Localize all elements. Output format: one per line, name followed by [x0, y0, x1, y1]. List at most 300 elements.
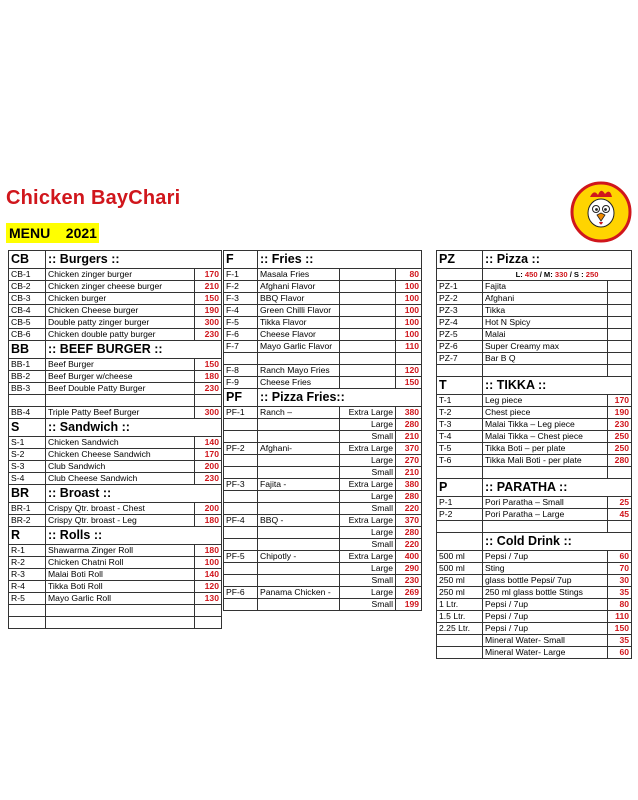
item-code: F-4: [224, 305, 258, 317]
section-code: BR: [9, 485, 46, 503]
item-size: Large: [340, 419, 396, 431]
menu-item-row: [9, 503, 222, 515]
empty-cell: [608, 365, 632, 377]
item-size: [340, 329, 396, 341]
item-code: [224, 539, 258, 551]
item-price: [608, 293, 632, 305]
item-name: Tikka Boti – per plate: [483, 443, 608, 455]
item-price: [608, 353, 632, 365]
item-name: Chicken Cheese Sandwich: [46, 449, 195, 461]
menu-item-row: [9, 383, 222, 395]
menu-item-row: [9, 269, 222, 281]
menu-item-row: [437, 551, 632, 563]
menu-item-row: [224, 269, 422, 281]
item-code: [224, 503, 258, 515]
item-code: F-8: [224, 365, 258, 377]
item-code: F-5: [224, 317, 258, 329]
menu-item-row: [9, 437, 222, 449]
item-price: 230: [195, 473, 222, 485]
section-header-row: [9, 485, 222, 503]
section-title: :: Fries ::: [258, 251, 422, 269]
item-size: Small: [340, 539, 396, 551]
item-code: BB-3: [9, 383, 46, 395]
item-code: CB-5: [9, 317, 46, 329]
item-price: 150: [195, 359, 222, 371]
menu-label: [6, 223, 99, 243]
pizza-size-s-val: 250: [585, 270, 599, 279]
item-price: 280: [396, 527, 422, 539]
item-name: Mineral Water- Small: [483, 635, 608, 647]
menu-item-row: [9, 395, 222, 407]
item-price: [195, 617, 222, 629]
item-price: 380: [396, 479, 422, 491]
menu-item-row: [224, 419, 422, 431]
section-code: P: [437, 479, 483, 497]
item-price: 230: [608, 419, 632, 431]
item-price: 200: [195, 503, 222, 515]
menu-item-row: [9, 617, 222, 629]
item-code: S-1: [9, 437, 46, 449]
item-price: 100: [396, 281, 422, 293]
item-size: Small: [340, 467, 396, 479]
item-price: 250: [608, 443, 632, 455]
item-code: 250 ml: [437, 587, 483, 599]
menu-item-row: [437, 317, 632, 329]
empty-cell: [608, 467, 632, 479]
item-name: [258, 491, 340, 503]
item-name: Shawarma Zinger Roll: [46, 545, 195, 557]
item-price: 210: [396, 431, 422, 443]
item-code: T-6: [437, 455, 483, 467]
menu-item-row: [437, 419, 632, 431]
item-name: Bar B Q: [483, 353, 608, 365]
menu-item-row: [9, 593, 222, 605]
section-title: :: BEEF BURGER ::: [46, 341, 222, 359]
item-name: Tikka Mali Boti - per plate: [483, 455, 608, 467]
blank-row: [437, 365, 632, 377]
item-code: PZ-3: [437, 305, 483, 317]
item-price: 150: [195, 293, 222, 305]
item-price: 400: [396, 551, 422, 563]
menu-item-row: [437, 281, 632, 293]
menu-item-row: [224, 599, 422, 611]
item-price: 280: [608, 455, 632, 467]
section-code: PF: [224, 389, 258, 407]
empty-cell: [258, 353, 340, 365]
item-price: 300: [195, 317, 222, 329]
item-code: R-3: [9, 569, 46, 581]
item-code: [224, 419, 258, 431]
item-code: [224, 563, 258, 575]
item-size: Large: [340, 455, 396, 467]
menu-item-row: [224, 305, 422, 317]
menu-item-row: [437, 635, 632, 647]
item-size: Small: [340, 503, 396, 515]
item-price: 45: [608, 509, 632, 521]
item-price: 80: [608, 599, 632, 611]
item-size: Extra Large: [340, 551, 396, 563]
item-name: [46, 395, 195, 407]
pizza-size-l-val: 450: [524, 270, 538, 279]
section-title: :: Sandwich ::: [46, 419, 222, 437]
item-name: glass bottle Pepsi/ 7up: [483, 575, 608, 587]
item-code: PZ-2: [437, 293, 483, 305]
item-name: Fajita -: [258, 479, 340, 491]
menu-item-row: [9, 449, 222, 461]
menu-item-row: [9, 305, 222, 317]
item-name: Chicken burger: [46, 293, 195, 305]
item-code: R-4: [9, 581, 46, 593]
menu-item-row: [9, 515, 222, 527]
item-price: 210: [396, 467, 422, 479]
item-size: [340, 365, 396, 377]
item-price: [608, 317, 632, 329]
item-size: [340, 341, 396, 353]
section-header-row: [9, 419, 222, 437]
item-price: [608, 305, 632, 317]
item-name: BBQ -: [258, 515, 340, 527]
section-code: CB: [9, 251, 46, 269]
blank-row: [224, 353, 422, 365]
item-price: 170: [195, 269, 222, 281]
item-size: Large: [340, 491, 396, 503]
section-title: :: Rolls ::: [46, 527, 222, 545]
item-name: Malai Tikka – Chest piece: [483, 431, 608, 443]
item-size: Extra Large: [340, 479, 396, 491]
item-code: [224, 455, 258, 467]
menu-item-row: [224, 551, 422, 563]
item-price: 35: [608, 587, 632, 599]
item-code: T-1: [437, 395, 483, 407]
item-size: Large: [340, 563, 396, 575]
menu-item-row: [437, 329, 632, 341]
section-header-row: [437, 479, 632, 497]
item-code: PZ-1: [437, 281, 483, 293]
menu-item-row: [224, 341, 422, 353]
item-price: 170: [608, 395, 632, 407]
menu-item-row: [224, 479, 422, 491]
menu-item-row: [437, 509, 632, 521]
section-code: R: [9, 527, 46, 545]
item-name: [258, 419, 340, 431]
menu-item-row: [224, 293, 422, 305]
item-size: Extra Large: [340, 515, 396, 527]
item-name: Afghani-: [258, 443, 340, 455]
burgers-table: [8, 250, 222, 629]
item-price: 120: [396, 365, 422, 377]
item-code: [224, 599, 258, 611]
item-code: [224, 431, 258, 443]
item-price: 190: [608, 407, 632, 419]
item-price: 100: [396, 329, 422, 341]
section-title: :: Burgers ::: [46, 251, 222, 269]
item-price: [608, 329, 632, 341]
menu-item-row: [9, 407, 222, 419]
section-code: BB: [9, 341, 46, 359]
item-size: Extra Large: [340, 407, 396, 419]
item-name: [46, 605, 195, 617]
section-header-row: [9, 251, 222, 269]
menu-item-row: [9, 371, 222, 383]
item-price: 230: [396, 575, 422, 587]
pizza-size-prices-row: [437, 269, 632, 281]
item-name: Chicken double patty burger: [46, 329, 195, 341]
item-code: F-1: [224, 269, 258, 281]
item-code: PZ-7: [437, 353, 483, 365]
item-price: 30: [608, 575, 632, 587]
section-header-row: [437, 377, 632, 395]
item-price: 110: [608, 611, 632, 623]
pizza-size-s-label: / S :: [569, 270, 584, 279]
item-price: 60: [608, 647, 632, 659]
pizza-drinks-table-body: [437, 251, 632, 659]
section-header-row: [437, 251, 632, 269]
item-price: 280: [396, 491, 422, 503]
menu-item-row: [224, 515, 422, 527]
item-name: [258, 467, 340, 479]
menu-item-row: [437, 587, 632, 599]
item-size: [340, 377, 396, 389]
item-code: 1 Ltr.: [437, 599, 483, 611]
item-price: 120: [195, 581, 222, 593]
empty-cell: [396, 353, 422, 365]
section-title: :: PARATHA ::: [483, 479, 632, 497]
item-name: Hot N Spicy: [483, 317, 608, 329]
item-price: [608, 341, 632, 353]
item-code: CB-4: [9, 305, 46, 317]
item-price: 80: [396, 269, 422, 281]
item-code: CB-2: [9, 281, 46, 293]
item-name: [258, 563, 340, 575]
item-name: Club Cheese Sandwich: [46, 473, 195, 485]
item-code: T-3: [437, 419, 483, 431]
item-name: Sting: [483, 563, 608, 575]
empty-cell: [608, 521, 632, 533]
item-code: [9, 395, 46, 407]
menu-item-row: [437, 353, 632, 365]
item-name: Tikka: [483, 305, 608, 317]
menu-item-row: [9, 281, 222, 293]
menu-item-row: [437, 455, 632, 467]
item-code: PF-5: [224, 551, 258, 563]
blank-row: [437, 521, 632, 533]
item-code: PF-3: [224, 479, 258, 491]
item-code: R-1: [9, 545, 46, 557]
menu-item-row: [437, 623, 632, 635]
item-code: PZ-5: [437, 329, 483, 341]
item-code: [437, 635, 483, 647]
item-price: 180: [195, 515, 222, 527]
item-name: Cheese Fries: [258, 377, 340, 389]
section-header-row: [224, 389, 422, 407]
menu-item-row: [224, 431, 422, 443]
item-price: 150: [608, 623, 632, 635]
item-name: Tikka Flavor: [258, 317, 340, 329]
item-name: Super Creamy max: [483, 341, 608, 353]
menu-item-row: [224, 365, 422, 377]
menu-item-row: [224, 467, 422, 479]
section-code: T: [437, 377, 483, 395]
item-name: [46, 617, 195, 629]
menu-word: MENU: [9, 225, 51, 241]
menu-item-row: [224, 281, 422, 293]
item-code: [9, 617, 46, 629]
item-price: 70: [608, 563, 632, 575]
section-header-row: [9, 341, 222, 359]
item-price: 230: [195, 383, 222, 395]
menu-item-row: [9, 569, 222, 581]
item-price: 250: [608, 431, 632, 443]
menu-item-row: [437, 293, 632, 305]
item-price: [195, 605, 222, 617]
empty-cell: [483, 467, 608, 479]
menu-item-row: [224, 317, 422, 329]
item-price: [195, 395, 222, 407]
item-size: Large: [340, 527, 396, 539]
item-code: [437, 647, 483, 659]
item-name: Chicken Chatni Roll: [46, 557, 195, 569]
item-price: 100: [396, 305, 422, 317]
item-name: Masala Fries: [258, 269, 340, 281]
item-code: BB-1: [9, 359, 46, 371]
pizza-size-m-label: / M:: [539, 270, 553, 279]
menu-item-row: [9, 473, 222, 485]
item-code: S-4: [9, 473, 46, 485]
menu-item-row: [437, 407, 632, 419]
section-title: :: Cold Drink ::: [483, 533, 632, 551]
item-name: Leg piece: [483, 395, 608, 407]
item-price: 25: [608, 497, 632, 509]
item-name: Malai Boti Roll: [46, 569, 195, 581]
item-name: Pepsi / 7up: [483, 551, 608, 563]
item-code: 250 ml: [437, 575, 483, 587]
item-code: P-2: [437, 509, 483, 521]
menu-item-row: [224, 575, 422, 587]
menu-item-row: [224, 407, 422, 419]
item-price: 190: [195, 305, 222, 317]
item-name: Pepsi / 7up: [483, 611, 608, 623]
item-code: F-3: [224, 293, 258, 305]
pizza-drinks-table: [436, 250, 632, 659]
item-name: [258, 599, 340, 611]
menu-item-row: [437, 575, 632, 587]
item-code: F-9: [224, 377, 258, 389]
item-code: S-2: [9, 449, 46, 461]
menu-item-row: [224, 377, 422, 389]
item-name: Pori Paratha – Small: [483, 497, 608, 509]
item-code: 2.25 Ltr.: [437, 623, 483, 635]
item-name: Chicken Cheese burger: [46, 305, 195, 317]
item-code: [224, 575, 258, 587]
menu-item-row: [9, 293, 222, 305]
item-code: BB-4: [9, 407, 46, 419]
section-code: PZ: [437, 251, 483, 269]
item-size: [340, 293, 396, 305]
menu-item-row: [437, 563, 632, 575]
item-name: 250 ml glass bottle Stings: [483, 587, 608, 599]
section-title: :: Pizza ::: [483, 251, 632, 269]
item-price: 200: [195, 461, 222, 473]
menu-item-row: [437, 305, 632, 317]
item-name: Mayo Garlic Roll: [46, 593, 195, 605]
menu-item-row: [437, 443, 632, 455]
item-size: [340, 317, 396, 329]
item-price: 370: [396, 443, 422, 455]
menu-item-row: [224, 503, 422, 515]
menu-item-row: [9, 329, 222, 341]
item-name: Malai Tikka – Leg piece: [483, 419, 608, 431]
item-code: CB-3: [9, 293, 46, 305]
item-name: Crispy Qtr. broast - Chest: [46, 503, 195, 515]
item-code: F-2: [224, 281, 258, 293]
section-title: :: Broast ::: [46, 485, 222, 503]
item-code: S-3: [9, 461, 46, 473]
item-code: T-5: [437, 443, 483, 455]
item-name: Triple Patty Beef Burger: [46, 407, 195, 419]
menu-item-row: [224, 455, 422, 467]
item-name: Afghani Flavor: [258, 281, 340, 293]
empty-cell: [437, 467, 483, 479]
item-name: Chest piece: [483, 407, 608, 419]
item-price: 140: [195, 437, 222, 449]
item-price: [608, 281, 632, 293]
pizza-size-prices: [483, 269, 632, 281]
item-price: 100: [396, 293, 422, 305]
item-name: Pori Paratha – Large: [483, 509, 608, 521]
item-size: Small: [340, 575, 396, 587]
item-price: 230: [195, 329, 222, 341]
item-price: 220: [396, 539, 422, 551]
item-code: CB-6: [9, 329, 46, 341]
item-name: Ranch –: [258, 407, 340, 419]
item-code: CB-1: [9, 269, 46, 281]
item-price: 100: [396, 317, 422, 329]
item-code: T-2: [437, 407, 483, 419]
item-name: [258, 455, 340, 467]
item-code: PF-6: [224, 587, 258, 599]
item-price: 140: [195, 569, 222, 581]
item-name: [258, 431, 340, 443]
item-price: 100: [195, 557, 222, 569]
menu-item-row: [224, 539, 422, 551]
item-price: 210: [195, 281, 222, 293]
item-price: 280: [396, 419, 422, 431]
burgers-table-body: [9, 251, 222, 629]
section-title: :: TIKKA ::: [483, 377, 632, 395]
menu-item-row: [9, 545, 222, 557]
menu-item-row: [437, 431, 632, 443]
item-name: Chicken zinger cheese burger: [46, 281, 195, 293]
empty-cell: [437, 365, 483, 377]
item-name: Pepsi / 7up: [483, 623, 608, 635]
empty-cell: [483, 521, 608, 533]
menu-item-row: [224, 587, 422, 599]
item-price: 270: [396, 455, 422, 467]
item-price: 170: [195, 449, 222, 461]
menu-item-row: [9, 557, 222, 569]
item-name: Crispy Qtr. broast - Leg: [46, 515, 195, 527]
restaurant-title: Chicken BayChari: [6, 187, 181, 209]
item-code: F-7: [224, 341, 258, 353]
item-code: PZ-4: [437, 317, 483, 329]
item-code: [224, 467, 258, 479]
item-price: 269: [396, 587, 422, 599]
item-name: Double patty zinger burger: [46, 317, 195, 329]
item-name: Chipotly -: [258, 551, 340, 563]
item-price: 180: [195, 545, 222, 557]
pizza-size-m-val: 330: [554, 270, 568, 279]
item-name: Beef Burger: [46, 359, 195, 371]
